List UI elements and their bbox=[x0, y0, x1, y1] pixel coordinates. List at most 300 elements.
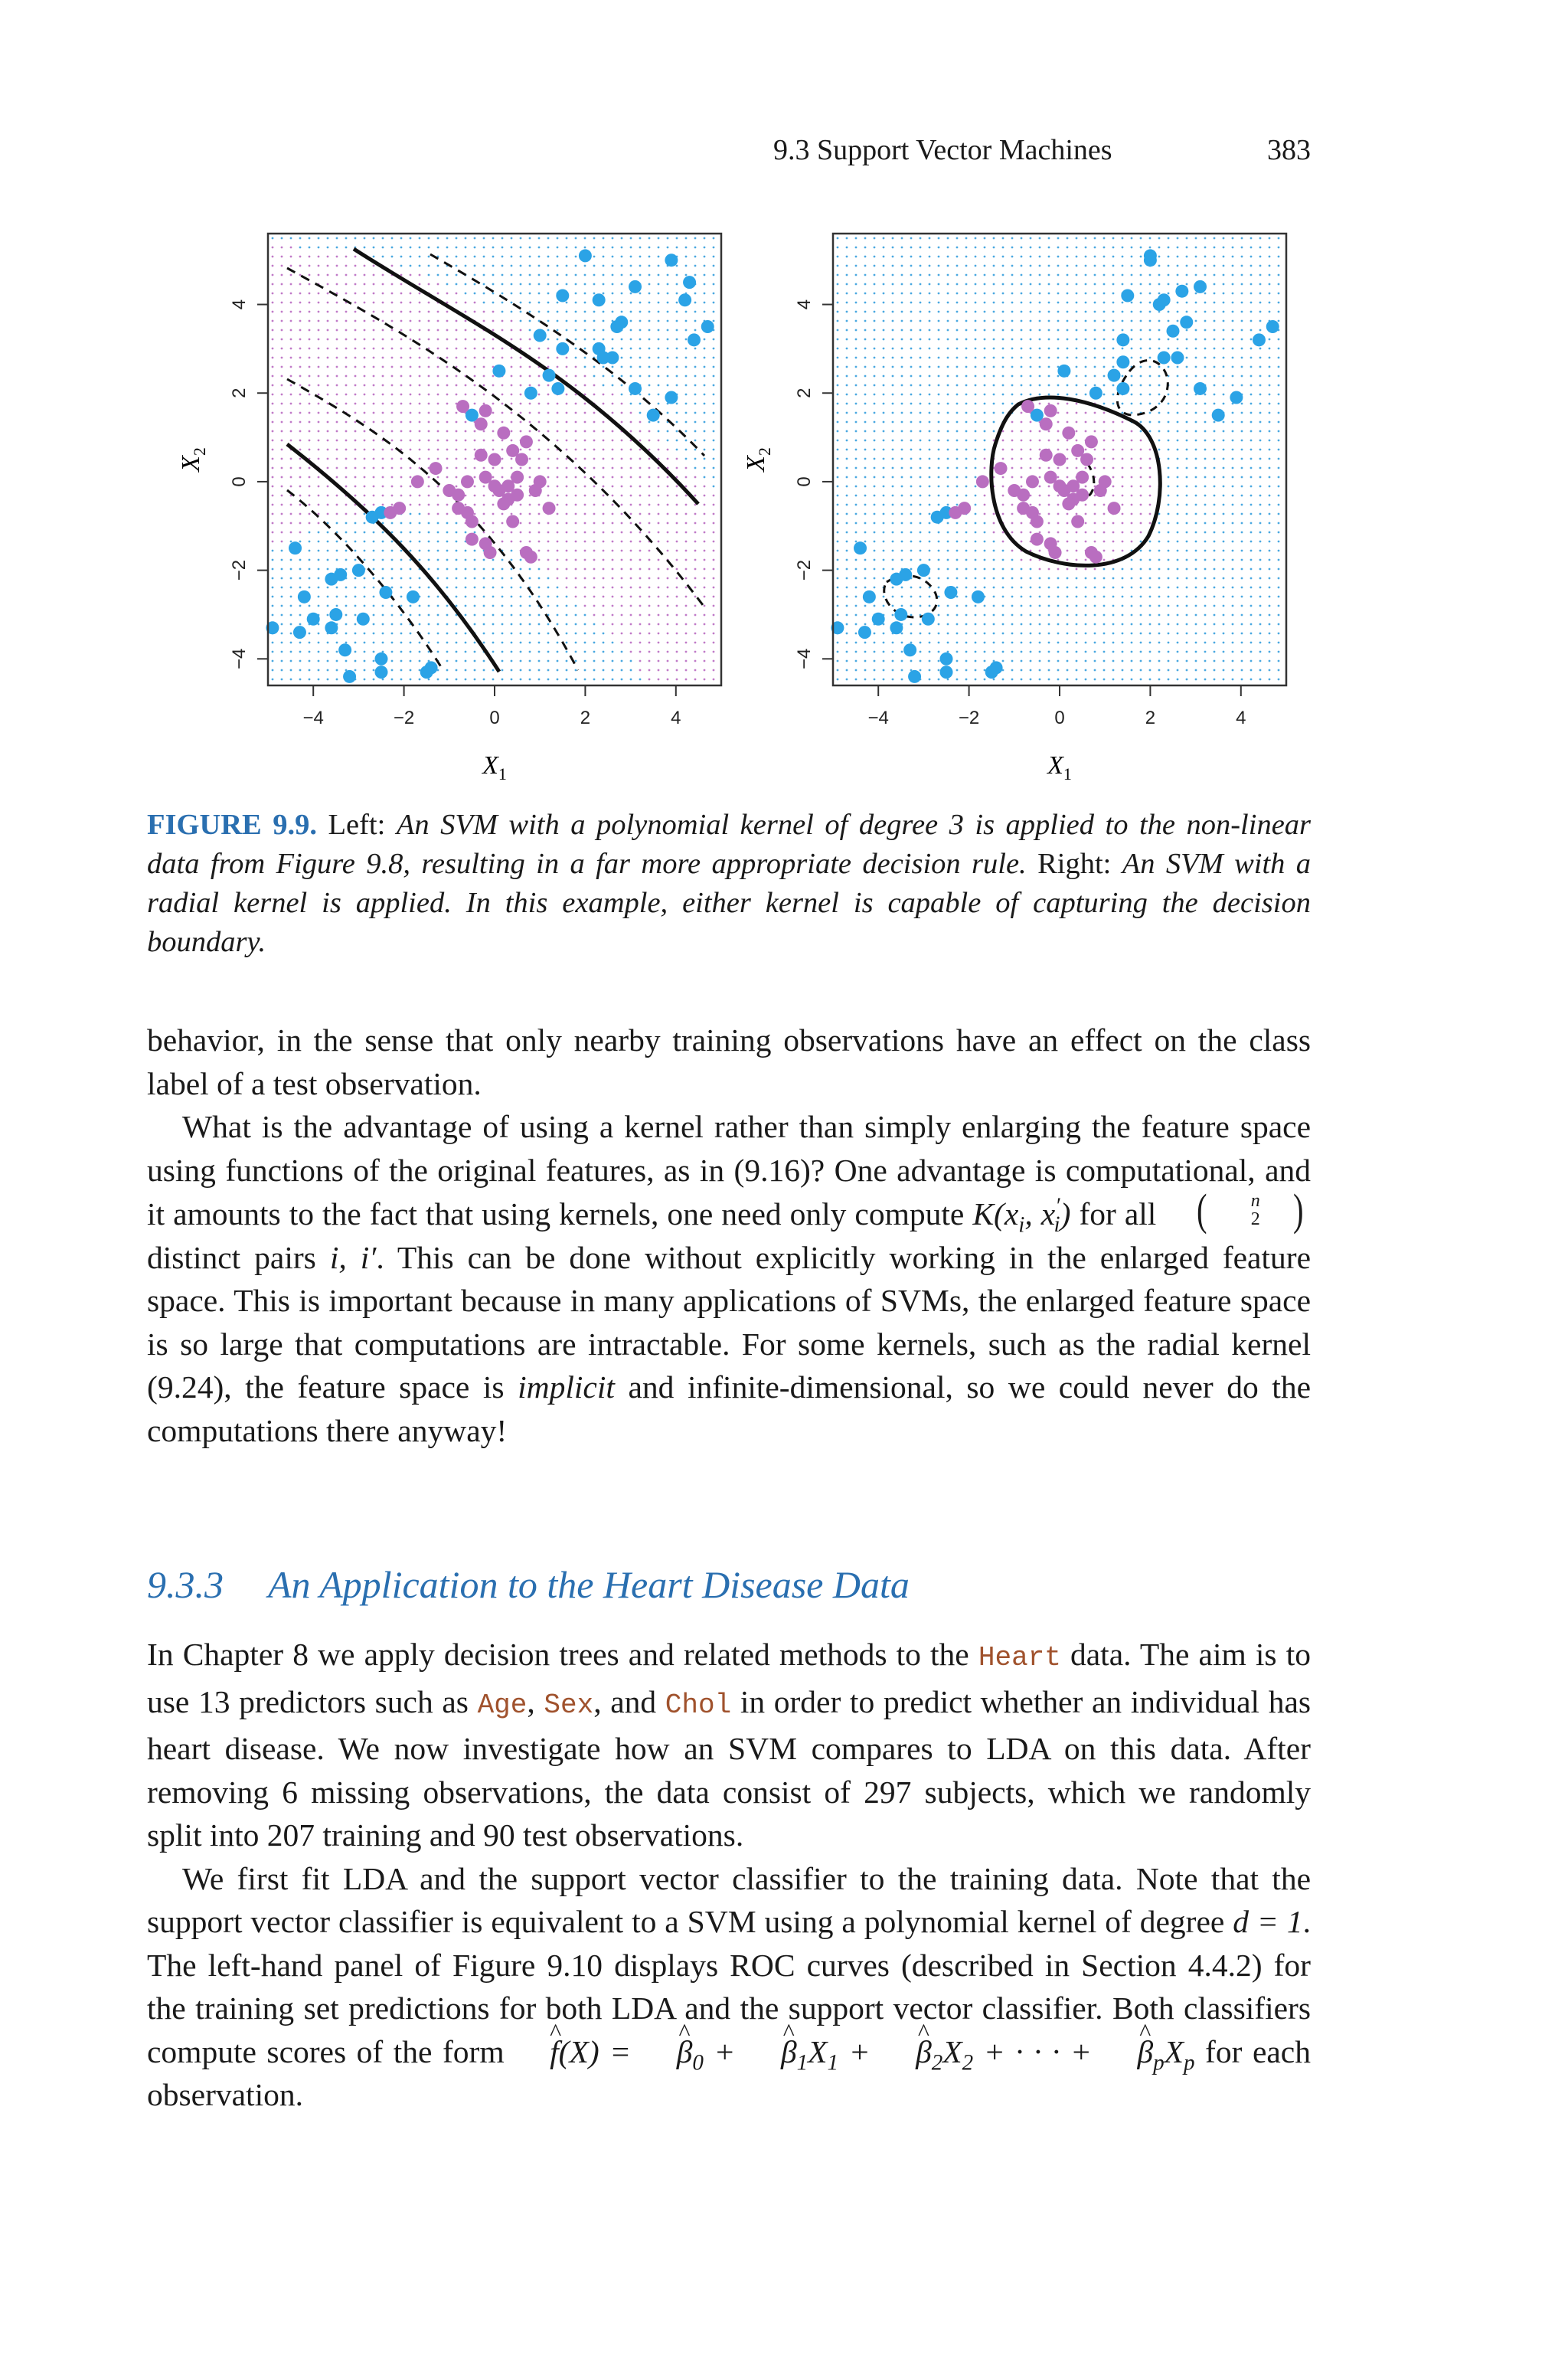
grid-dot bbox=[1140, 403, 1142, 405]
grid-dot bbox=[883, 651, 885, 653]
grid-dot bbox=[400, 320, 403, 322]
grid-dot bbox=[1076, 302, 1078, 304]
grid-dot bbox=[391, 486, 394, 488]
grid-dot bbox=[446, 394, 449, 396]
grid-dot bbox=[593, 412, 596, 414]
grid-dot bbox=[929, 348, 931, 350]
grid-dot bbox=[309, 339, 311, 341]
grid-dot bbox=[492, 596, 495, 598]
grid-dot bbox=[281, 476, 283, 479]
grid-dot bbox=[400, 614, 403, 617]
grid-dot bbox=[713, 559, 715, 561]
grid-dot bbox=[1223, 568, 1225, 571]
grid-dot bbox=[318, 394, 320, 396]
grid-dot bbox=[437, 430, 439, 433]
grid-dot bbox=[290, 247, 292, 249]
grid-dot bbox=[1250, 384, 1253, 387]
grid-dot bbox=[575, 430, 577, 433]
grid-dot bbox=[901, 440, 903, 442]
grid-dot bbox=[299, 265, 302, 267]
grid-dot bbox=[694, 679, 697, 681]
grid-dot bbox=[281, 403, 283, 405]
grid-dot bbox=[309, 651, 311, 653]
grid-dot bbox=[520, 384, 522, 387]
grid-dot bbox=[373, 669, 375, 672]
grid-dot bbox=[309, 348, 311, 350]
grid-dot bbox=[1131, 458, 1133, 460]
grid-dot bbox=[437, 384, 439, 387]
grid-dot bbox=[1214, 486, 1216, 488]
grid-dot bbox=[1057, 412, 1060, 414]
grid-dot bbox=[864, 421, 867, 424]
grid-dot bbox=[639, 577, 642, 580]
grid-dot bbox=[648, 679, 651, 681]
grid-dot bbox=[492, 247, 495, 249]
grid-dot bbox=[446, 550, 449, 552]
grid-dot bbox=[1057, 339, 1060, 341]
grid-dot bbox=[883, 532, 885, 534]
grid-dot bbox=[465, 568, 467, 571]
grid-dot bbox=[685, 642, 688, 644]
data-point-blue bbox=[334, 568, 347, 581]
grid-dot bbox=[437, 265, 439, 267]
grid-dot bbox=[1149, 348, 1152, 350]
left-decision-boundary-upper bbox=[354, 249, 698, 504]
grid-dot bbox=[437, 486, 439, 488]
grid-dot bbox=[309, 394, 311, 396]
grid-dot bbox=[603, 329, 605, 332]
grid-dot bbox=[947, 311, 949, 313]
grid-dot bbox=[938, 660, 940, 662]
grid-dot bbox=[648, 605, 651, 607]
grid-dot bbox=[1002, 476, 1004, 479]
grid-dot bbox=[975, 430, 977, 433]
grid-dot bbox=[391, 421, 394, 424]
grid-dot bbox=[1131, 476, 1133, 479]
grid-dot bbox=[685, 329, 688, 332]
grid-dot bbox=[685, 311, 688, 313]
grid-dot bbox=[584, 633, 586, 635]
grid-dot bbox=[1269, 247, 1271, 249]
grid-dot bbox=[501, 642, 504, 644]
grid-dot bbox=[648, 513, 651, 515]
grid-dot bbox=[1278, 394, 1280, 396]
grid-dot bbox=[874, 587, 876, 589]
grid-dot bbox=[382, 642, 384, 644]
grid-dot bbox=[1158, 614, 1161, 617]
grid-dot bbox=[1232, 679, 1234, 681]
grid-dot bbox=[947, 283, 949, 286]
grid-dot bbox=[630, 339, 632, 341]
grid-dot bbox=[566, 256, 568, 258]
grid-dot bbox=[410, 522, 412, 525]
grid-dot bbox=[1158, 256, 1161, 258]
grid-dot bbox=[1030, 440, 1032, 442]
grid-dot bbox=[1269, 651, 1271, 653]
grid-dot bbox=[1278, 623, 1280, 626]
grid-dot bbox=[584, 513, 586, 515]
grid-dot bbox=[864, 476, 867, 479]
grid-dot bbox=[1177, 642, 1179, 644]
grid-dot bbox=[1241, 486, 1243, 488]
grid-dot bbox=[603, 283, 605, 286]
grid-dot bbox=[1076, 532, 1078, 534]
data-point-purple bbox=[479, 404, 492, 417]
grid-dot bbox=[1204, 256, 1207, 258]
grid-dot bbox=[1067, 623, 1069, 626]
grid-dot bbox=[428, 568, 430, 571]
grid-dot bbox=[1048, 274, 1050, 276]
grid-dot bbox=[299, 375, 302, 378]
grid-dot bbox=[1011, 532, 1014, 534]
grid-dot bbox=[837, 293, 839, 295]
grid-dot bbox=[1076, 642, 1078, 644]
grid-dot bbox=[566, 532, 568, 534]
grid-dot bbox=[419, 311, 421, 313]
grid-dot bbox=[272, 467, 274, 469]
grid-dot bbox=[612, 513, 614, 515]
grid-dot bbox=[1122, 375, 1124, 378]
data-point-blue bbox=[407, 590, 420, 603]
grid-dot bbox=[975, 339, 977, 341]
grid-dot bbox=[391, 237, 394, 240]
grid-dot bbox=[1168, 476, 1170, 479]
grid-dot bbox=[446, 256, 449, 258]
grid-dot bbox=[993, 394, 995, 396]
grid-dot bbox=[975, 421, 977, 424]
grid-dot bbox=[704, 256, 706, 258]
grid-dot bbox=[910, 293, 913, 295]
grid-dot bbox=[667, 247, 669, 249]
grid-dot bbox=[1177, 495, 1179, 497]
grid-dot bbox=[557, 256, 559, 258]
grid-dot bbox=[713, 430, 715, 433]
grid-dot bbox=[309, 495, 311, 497]
grid-dot bbox=[538, 467, 541, 469]
grid-dot bbox=[648, 265, 651, 267]
grid-dot bbox=[1131, 679, 1133, 681]
grid-dot bbox=[1030, 596, 1032, 598]
grid-dot bbox=[892, 412, 894, 414]
grid-dot bbox=[621, 614, 623, 617]
grid-dot bbox=[446, 623, 449, 626]
grid-dot bbox=[290, 633, 292, 635]
grid-dot bbox=[1186, 486, 1188, 488]
grid-dot bbox=[290, 375, 292, 378]
grid-dot bbox=[474, 568, 476, 571]
grid-dot bbox=[501, 458, 504, 460]
grid-dot bbox=[837, 237, 839, 240]
grid-dot bbox=[336, 357, 338, 359]
grid-dot bbox=[538, 449, 541, 451]
grid-dot bbox=[630, 669, 632, 672]
grid-dot bbox=[947, 348, 949, 350]
grid-dot bbox=[345, 366, 348, 368]
grid-dot bbox=[1269, 679, 1271, 681]
grid-dot bbox=[901, 348, 903, 350]
grid-dot bbox=[837, 394, 839, 396]
grid-dot bbox=[1011, 587, 1014, 589]
grid-dot bbox=[892, 596, 894, 598]
grid-dot bbox=[1250, 504, 1253, 506]
grid-dot bbox=[1278, 513, 1280, 515]
grid-dot bbox=[864, 283, 867, 286]
grid-dot bbox=[929, 486, 931, 488]
grid-dot bbox=[1011, 513, 1014, 515]
grid-dot bbox=[1177, 348, 1179, 350]
grid-dot bbox=[1011, 440, 1014, 442]
grid-dot bbox=[984, 339, 986, 341]
grid-dot bbox=[837, 421, 839, 424]
grid-dot bbox=[1112, 467, 1115, 469]
grid-dot bbox=[575, 587, 577, 589]
grid-dot bbox=[1140, 256, 1142, 258]
grid-dot bbox=[1223, 504, 1225, 506]
grid-dot bbox=[538, 302, 541, 304]
grid-dot bbox=[1131, 504, 1133, 506]
grid-dot bbox=[538, 412, 541, 414]
grid-dot bbox=[529, 421, 531, 424]
grid-dot bbox=[837, 265, 839, 267]
grid-dot bbox=[1195, 504, 1197, 506]
grid-dot bbox=[1021, 458, 1023, 460]
grid-dot bbox=[281, 339, 283, 341]
grid-dot bbox=[354, 614, 357, 617]
grid-dot bbox=[1269, 440, 1271, 442]
grid-dot bbox=[584, 504, 586, 506]
grid-dot bbox=[547, 320, 550, 322]
grid-dot bbox=[630, 265, 632, 267]
grid-dot bbox=[874, 522, 876, 525]
grid-dot bbox=[1158, 679, 1161, 681]
grid-dot bbox=[529, 568, 531, 571]
grid-dot bbox=[290, 412, 292, 414]
data-point-blue bbox=[375, 653, 388, 666]
grid-dot bbox=[511, 256, 513, 258]
grid-dot bbox=[855, 651, 858, 653]
grid-dot bbox=[874, 504, 876, 506]
grid-dot bbox=[1094, 421, 1096, 424]
grid-dot bbox=[1094, 375, 1096, 378]
grid-dot bbox=[281, 614, 283, 617]
grid-dot bbox=[1085, 623, 1087, 626]
grid-dot bbox=[603, 237, 605, 240]
grid-dot bbox=[593, 605, 596, 607]
grid-dot bbox=[1223, 394, 1225, 396]
grid-dot bbox=[575, 651, 577, 653]
grid-dot bbox=[965, 587, 968, 589]
grid-dot bbox=[1122, 302, 1124, 304]
grid-dot bbox=[892, 669, 894, 672]
grid-dot bbox=[1214, 274, 1216, 276]
grid-dot bbox=[1085, 660, 1087, 662]
grid-dot bbox=[984, 440, 986, 442]
grid-dot bbox=[676, 596, 678, 598]
grid-dot bbox=[1076, 339, 1078, 341]
grid-dot bbox=[281, 513, 283, 515]
grid-dot bbox=[1259, 375, 1262, 378]
grid-dot bbox=[1057, 449, 1060, 451]
grid-dot bbox=[575, 679, 577, 681]
grid-dot bbox=[984, 412, 986, 414]
grid-dot bbox=[713, 274, 715, 276]
grid-dot bbox=[511, 375, 513, 378]
grid-dot bbox=[938, 375, 940, 378]
grid-dot bbox=[1223, 329, 1225, 332]
grid-dot bbox=[456, 348, 458, 350]
grid-dot bbox=[1030, 605, 1032, 607]
grid-dot bbox=[713, 311, 715, 313]
grid-dot bbox=[892, 247, 894, 249]
grid-dot bbox=[456, 329, 458, 332]
grid-dot bbox=[1158, 559, 1161, 561]
grid-dot bbox=[874, 274, 876, 276]
grid-dot bbox=[1039, 513, 1041, 515]
grid-dot bbox=[1186, 403, 1188, 405]
grid-dot bbox=[511, 532, 513, 534]
grid-dot bbox=[318, 256, 320, 258]
grid-dot bbox=[713, 384, 715, 387]
grid-dot bbox=[1131, 311, 1133, 313]
grid-dot bbox=[1214, 440, 1216, 442]
grid-dot bbox=[336, 550, 338, 552]
grid-dot bbox=[1076, 550, 1078, 552]
grid-dot bbox=[428, 320, 430, 322]
grid-dot bbox=[410, 311, 412, 313]
grid-dot bbox=[1186, 430, 1188, 433]
grid-dot bbox=[713, 651, 715, 653]
grid-dot bbox=[456, 642, 458, 644]
grid-dot bbox=[428, 440, 430, 442]
grid-dot bbox=[382, 568, 384, 571]
grid-dot bbox=[1149, 541, 1152, 543]
grid-dot bbox=[1057, 293, 1060, 295]
grid-dot bbox=[667, 614, 669, 617]
grid-dot bbox=[993, 366, 995, 368]
grid-dot bbox=[1057, 513, 1060, 515]
grid-dot bbox=[1048, 329, 1050, 332]
grid-dot bbox=[529, 274, 531, 276]
grid-dot bbox=[1030, 614, 1032, 617]
grid-dot bbox=[956, 339, 959, 341]
grid-dot bbox=[612, 403, 614, 405]
grid-dot bbox=[391, 467, 394, 469]
grid-dot bbox=[1076, 265, 1078, 267]
grid-dot bbox=[382, 320, 384, 322]
grid-dot bbox=[685, 633, 688, 635]
grid-dot bbox=[400, 339, 403, 341]
grid-dot bbox=[345, 541, 348, 543]
grid-dot bbox=[373, 550, 375, 552]
grid-dot bbox=[846, 311, 848, 313]
grid-dot bbox=[1112, 403, 1115, 405]
grid-dot bbox=[1278, 679, 1280, 681]
grid-dot bbox=[1250, 430, 1253, 433]
grid-dot bbox=[364, 467, 366, 469]
grid-dot bbox=[993, 274, 995, 276]
grid-dot bbox=[584, 357, 586, 359]
grid-dot bbox=[345, 568, 348, 571]
grid-dot bbox=[920, 293, 922, 295]
grid-dot bbox=[676, 265, 678, 267]
grid-dot bbox=[345, 293, 348, 295]
grid-dot bbox=[309, 283, 311, 286]
grid-dot bbox=[883, 642, 885, 644]
grid-dot bbox=[1002, 329, 1004, 332]
grid-dot bbox=[993, 679, 995, 681]
grid-dot bbox=[1131, 614, 1133, 617]
grid-dot bbox=[685, 256, 688, 258]
grid-dot bbox=[511, 550, 513, 552]
grid-dot bbox=[1112, 283, 1115, 286]
grid-dot bbox=[1269, 495, 1271, 497]
grid-dot bbox=[1131, 394, 1133, 396]
grid-dot bbox=[685, 265, 688, 267]
grid-dot bbox=[901, 265, 903, 267]
grid-dot bbox=[373, 384, 375, 387]
grid-dot bbox=[658, 651, 660, 653]
grid-dot bbox=[1269, 532, 1271, 534]
grid-dot bbox=[281, 237, 283, 240]
grid-dot bbox=[1223, 247, 1225, 249]
grid-dot bbox=[1039, 348, 1041, 350]
grid-dot bbox=[920, 623, 922, 626]
grid-dot bbox=[483, 633, 485, 635]
grid-dot bbox=[1259, 467, 1262, 469]
grid-dot bbox=[309, 541, 311, 543]
grid-dot bbox=[290, 587, 292, 589]
grid-dot bbox=[1186, 522, 1188, 525]
grid-dot bbox=[446, 458, 449, 460]
grid-dot bbox=[855, 596, 858, 598]
grid-dot bbox=[1223, 541, 1225, 543]
grid-dot bbox=[704, 522, 706, 525]
grid-dot bbox=[474, 403, 476, 405]
grid-dot bbox=[419, 642, 421, 644]
grid-dot bbox=[1177, 320, 1179, 322]
grid-dot bbox=[864, 329, 867, 332]
grid-dot bbox=[1048, 256, 1050, 258]
grid-dot bbox=[1195, 513, 1197, 515]
grid-dot bbox=[929, 605, 931, 607]
grid-dot bbox=[1259, 642, 1262, 644]
grid-dot bbox=[984, 421, 986, 424]
grid-dot bbox=[437, 642, 439, 644]
grid-dot bbox=[1076, 513, 1078, 515]
grid-dot bbox=[676, 440, 678, 442]
grid-dot bbox=[965, 375, 968, 378]
grid-dot bbox=[272, 320, 274, 322]
grid-dot bbox=[938, 320, 940, 322]
grid-dot bbox=[864, 614, 867, 617]
grid-dot bbox=[382, 504, 384, 506]
grid-dot bbox=[520, 513, 522, 515]
grid-dot bbox=[1250, 329, 1253, 332]
grid-dot bbox=[318, 522, 320, 525]
grid-dot bbox=[309, 256, 311, 258]
grid-dot bbox=[474, 642, 476, 644]
grid-dot bbox=[382, 495, 384, 497]
grid-dot bbox=[1204, 412, 1207, 414]
grid-dot bbox=[1076, 596, 1078, 598]
page-number: 383 bbox=[1267, 134, 1311, 166]
grid-dot bbox=[309, 550, 311, 552]
grid-dot bbox=[874, 329, 876, 332]
grid-dot bbox=[694, 311, 697, 313]
grid-dot bbox=[956, 633, 959, 635]
grid-dot bbox=[309, 302, 311, 304]
grid-dot bbox=[1186, 283, 1188, 286]
